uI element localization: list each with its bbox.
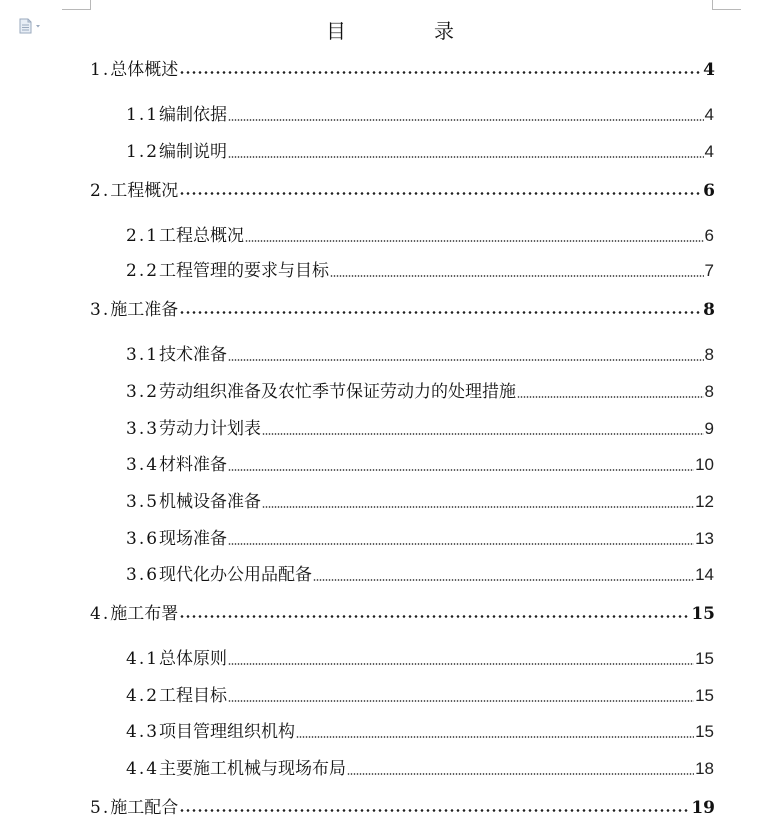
toc-chapter-entry[interactable]	[90, 177, 715, 205]
toc-page-number: 12	[695, 492, 714, 511]
toc-entry-number: 3.5	[126, 492, 160, 512]
toc-dot-leader	[179, 296, 702, 324]
toc-entry-title: 工程概况	[110, 181, 179, 201]
toc-dot-leader	[262, 488, 694, 516]
toc-dot-leader	[228, 645, 694, 673]
toc-dot-leader	[228, 341, 703, 369]
toc-page-number: 8	[704, 382, 714, 401]
toc-entry-number: 4.4	[126, 759, 160, 779]
toc-dot-leader	[179, 794, 690, 822]
toc-entry-number: 3.1	[126, 345, 160, 365]
toc-page-number: 4	[703, 60, 715, 80]
toc-page-number: 18	[695, 759, 714, 778]
toc-entry-title: 材料准备	[159, 455, 228, 475]
toc-page-number: 8	[703, 300, 715, 320]
toc-chapter-entry[interactable]	[90, 600, 715, 628]
toc-dot-leader	[245, 222, 703, 250]
toc-dot-leader	[228, 451, 694, 479]
toc-entry-number: 3.	[90, 300, 111, 320]
toc-page-number: 6	[704, 226, 714, 245]
toc-section-entry[interactable]	[126, 257, 714, 285]
page-corner-mark-right	[712, 0, 741, 10]
toc-entry-number: 4.2	[126, 686, 160, 706]
toc-chapter-entry[interactable]	[90, 296, 715, 324]
toc-dot-leader	[296, 718, 694, 746]
toc-section-entry[interactable]	[126, 451, 714, 479]
toc-entry-title: 现代化办公用品配备	[159, 565, 313, 585]
toc-page-number: 14	[695, 565, 714, 584]
toc-page-number: 9	[704, 419, 714, 438]
toc-entry-title: 项目管理组织机构	[159, 722, 296, 742]
toc-entry-title: 工程管理的要求与目标	[159, 261, 330, 281]
toc-page-number: 19	[691, 798, 715, 818]
toc-entry-number: 3.6	[126, 529, 160, 549]
toc-entry-title: 编制说明	[159, 142, 228, 162]
toc-page-number: 15	[695, 649, 714, 668]
toc-section-entry[interactable]	[126, 755, 714, 783]
toc-page-number: 15	[695, 722, 714, 741]
toc-page-number: 8	[704, 345, 714, 364]
page-corner-mark-left	[62, 0, 91, 10]
toc-entry-title: 劳动组织准备及农忙季节保证劳动力的处理措施	[159, 382, 517, 402]
toc-entry-title: 机械设备准备	[159, 492, 262, 512]
toc-page-number: 4	[704, 105, 714, 124]
toc-chapter-entry[interactable]	[90, 56, 715, 84]
toc-page-number: 15	[691, 604, 715, 624]
toc-page-number: 7	[704, 261, 714, 280]
toc-entry-number: 5.	[90, 798, 111, 818]
toc-dot-leader	[313, 561, 694, 589]
toc-dot-leader	[179, 600, 690, 628]
toc-section-entry[interactable]	[126, 561, 714, 589]
toc-entry-title: 主要施工机械与现场布局	[159, 759, 347, 779]
toc-dot-leader	[517, 378, 703, 406]
toc-page-number: 4	[704, 142, 714, 161]
toc-section-entry[interactable]	[126, 718, 714, 746]
toc-dot-leader	[179, 56, 702, 84]
toc-entry-number: 4.3	[126, 722, 160, 742]
toc-section-entry[interactable]	[126, 378, 714, 406]
toc-section-entry[interactable]	[126, 525, 714, 553]
toc-dot-leader	[262, 415, 703, 443]
toc-dot-leader	[347, 755, 694, 783]
toc-section-entry[interactable]	[126, 341, 714, 369]
toc-entry-title: 编制依据	[159, 105, 228, 125]
toc-entry-title: 施工准备	[110, 300, 179, 320]
toc-entry-title: 工程总概况	[159, 226, 245, 246]
toc-chapter-entry[interactable]	[90, 794, 715, 822]
toc-entry-number: 2.2	[126, 261, 160, 281]
toc-section-entry[interactable]	[126, 415, 714, 443]
toc-entry-number: 3.6	[126, 565, 160, 585]
toc-entry-number: 3.4	[126, 455, 160, 475]
toc-entry-number: 3.2	[126, 382, 160, 402]
toc-section-entry[interactable]	[126, 682, 714, 710]
toc-dot-leader	[179, 177, 702, 205]
toc-entry-number: 4.	[90, 604, 111, 624]
toc-page-number: 6	[703, 181, 715, 201]
toc-title: 目 录	[326, 19, 488, 43]
toc-dot-leader	[228, 525, 694, 553]
toc-page-number: 13	[695, 529, 714, 548]
toc-entry-number: 2.1	[126, 226, 160, 246]
toc-section-entry[interactable]	[126, 138, 714, 166]
toc-entry-number: 3.3	[126, 419, 160, 439]
toc-entry-number: 1.1	[126, 105, 160, 125]
toc-section-entry[interactable]	[126, 488, 714, 516]
toc-dot-leader	[228, 682, 694, 710]
toc-entry-title: 总体概述	[110, 60, 179, 80]
toc-entry-title: 施工布署	[110, 604, 179, 624]
toc-entry-title: 总体原则	[159, 649, 228, 669]
toc-section-entry[interactable]	[126, 101, 714, 129]
toc-dot-leader	[330, 257, 703, 285]
toc-entry-title: 劳动力计划表	[159, 419, 262, 439]
toc-entry-title: 工程目标	[159, 686, 228, 706]
toc-section-entry[interactable]	[126, 645, 714, 673]
toc-section-entry[interactable]	[126, 222, 714, 250]
toc-entry-number: 1.2	[126, 142, 160, 162]
toc-page-number: 10	[695, 455, 714, 474]
toc-entry-number: 4.1	[126, 649, 160, 669]
toc-entry-title: 施工配合	[110, 798, 179, 818]
toc-entry-number: 2.	[90, 181, 111, 201]
toc-dot-leader	[228, 101, 703, 129]
toc-entry-title: 技术准备	[159, 345, 228, 365]
toc-page-number: 15	[695, 686, 714, 705]
toc-entry-number: 1.	[90, 60, 111, 80]
toc-entry-title: 现场准备	[159, 529, 228, 549]
toc-dot-leader	[228, 138, 703, 166]
